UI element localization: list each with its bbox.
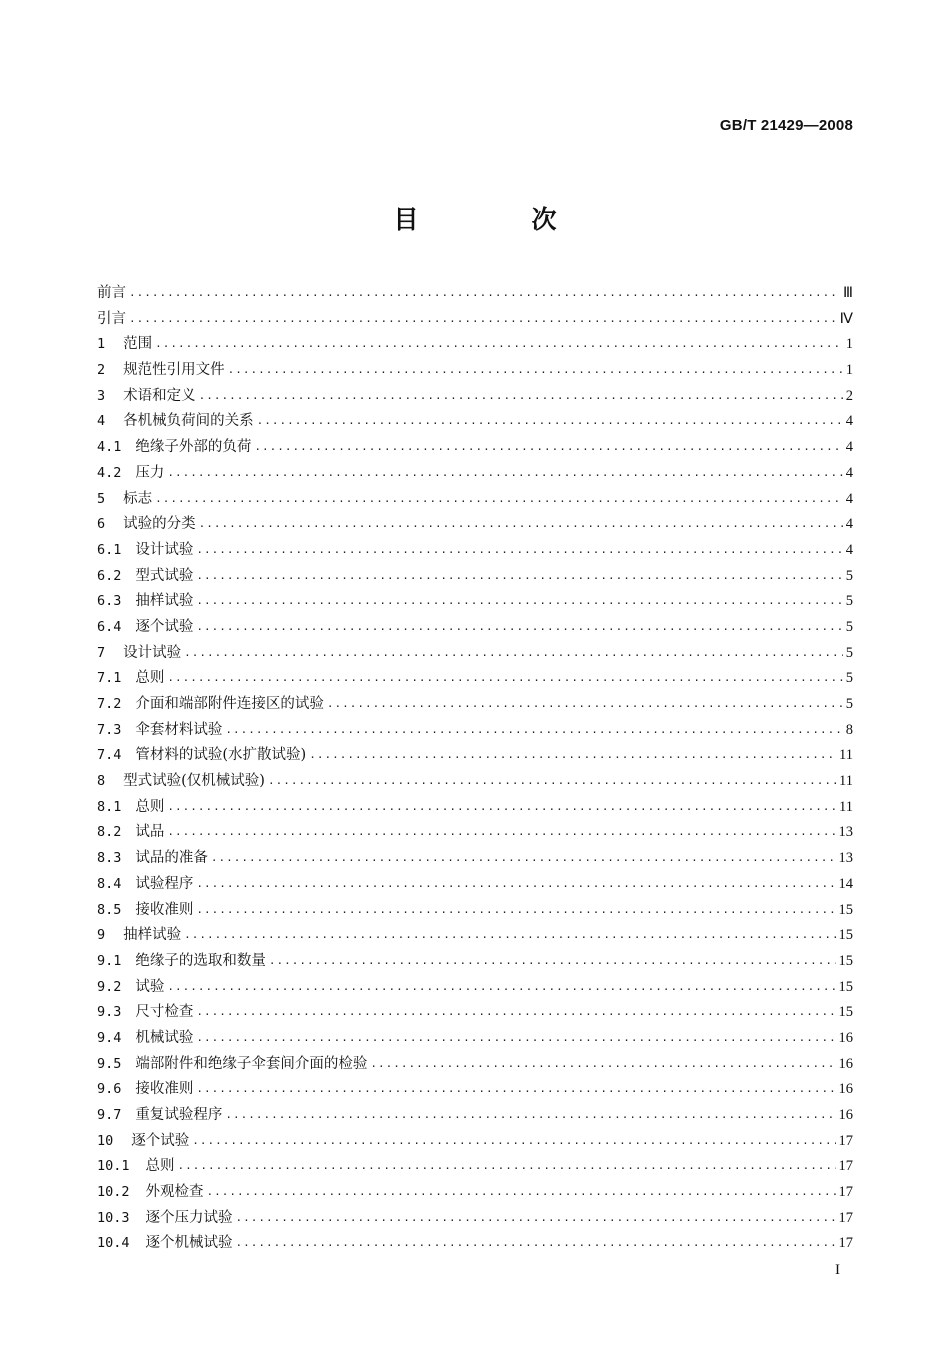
toc-entry[interactable] <box>97 538 853 564</box>
toc-entry-label: 逐个试验 <box>135 618 194 635</box>
toc-entry-label: 管材料的试验(水扩散试验) <box>135 747 307 764</box>
dot-leader <box>196 1082 835 1093</box>
toc-entry-number: 5 <box>97 490 106 507</box>
dot-leader <box>196 1005 835 1016</box>
toc-entry-page: 5 <box>845 567 853 584</box>
toc-entry-number: 7 <box>97 644 106 661</box>
dot-leader <box>167 466 842 477</box>
toc-entry-number: 7.2 <box>97 696 122 712</box>
dot-leader <box>196 877 835 888</box>
toc-entry-page: 4 <box>845 439 853 456</box>
toc-entry[interactable] <box>97 589 853 615</box>
toc-entry-number: 9.4 <box>97 1029 122 1046</box>
toc-entry-label: 绝缘子的选取和数量 <box>135 952 266 969</box>
toc-entry-label: 伞套材料试验 <box>135 721 223 738</box>
dot-leader <box>196 1031 835 1042</box>
toc-entry-number: 8.1 <box>97 798 122 815</box>
toc-entry-number: 9.5 <box>97 1055 122 1072</box>
toc-entry[interactable] <box>97 409 853 435</box>
toc-entry[interactable] <box>97 358 853 384</box>
toc-entry[interactable] <box>97 1231 853 1257</box>
toc-entry[interactable] <box>97 1103 853 1129</box>
toc-entry-label: 试品的准备 <box>135 850 208 867</box>
toc-entry-label: 机械试验 <box>135 1029 194 1046</box>
toc-entry-number: 9.3 <box>97 1004 122 1021</box>
toc-entry-number: 4.1 <box>97 439 122 456</box>
toc-entry[interactable] <box>97 1000 853 1026</box>
dot-leader <box>178 1159 836 1170</box>
toc-entry-label: 设计试验 <box>135 541 194 558</box>
toc-entry[interactable] <box>97 1052 853 1078</box>
dot-leader <box>199 517 843 528</box>
toc-entry-number: 1 <box>97 336 106 353</box>
toc-entry-page: 4 <box>845 413 853 430</box>
dot-leader <box>309 748 836 759</box>
toc-entry-label: 试验 <box>135 978 165 995</box>
dot-leader <box>196 543 842 554</box>
toc-entry[interactable] <box>97 795 853 821</box>
toc-entry-page: 15 <box>838 1004 853 1021</box>
toc-entry-label: 端部附件和绝缘子伞套间介面的检验 <box>135 1055 368 1072</box>
toc-entry[interactable] <box>97 512 853 538</box>
toc-entry-label: 前言 <box>97 285 126 301</box>
toc-entry-number: 8.4 <box>97 875 122 892</box>
toc-entry-page: 11 <box>839 773 853 790</box>
toc-entry-page: 17 <box>838 1158 853 1175</box>
toc-entry-label: 标志 <box>123 490 153 507</box>
toc-entry[interactable] <box>97 615 853 641</box>
toc-entry-page: Ⅳ <box>839 310 853 327</box>
toc-entry-label: 压力 <box>135 464 165 481</box>
toc-entry[interactable] <box>97 281 853 307</box>
toc-entry-label: 总则 <box>135 670 165 687</box>
dot-leader <box>184 646 843 657</box>
toc-entry-number: 8.2 <box>97 824 122 841</box>
toc-entry-number: 6.4 <box>97 618 122 635</box>
dot-leader <box>236 1236 836 1247</box>
toc-entry[interactable] <box>97 564 853 590</box>
toc-entry-label: 逐个压力试验 <box>145 1209 233 1226</box>
toc-entry-number: 4.2 <box>97 464 122 481</box>
toc-entry-page: 13 <box>838 850 853 867</box>
toc-entry[interactable] <box>97 1026 853 1052</box>
toc-entry-number: 8.5 <box>97 901 122 918</box>
toc-entry[interactable] <box>97 923 853 949</box>
dot-leader <box>129 312 837 323</box>
toc-entry-page: 1 <box>845 336 853 353</box>
dot-leader <box>196 594 842 605</box>
toc-entry-number: 7.3 <box>97 721 122 738</box>
toc-entry-page: 16 <box>838 1107 853 1123</box>
dot-leader <box>184 928 835 939</box>
toc-entry[interactable] <box>97 692 853 718</box>
toc-entry-label: 重复试验程序 <box>135 1107 223 1123</box>
toc-entry-label: 引言 <box>97 310 126 327</box>
toc-entry[interactable] <box>97 975 853 1001</box>
toc-entry-number: 7.1 <box>97 670 122 687</box>
toc-entry[interactable] <box>97 384 853 410</box>
toc-entry-page: 5 <box>845 618 853 635</box>
toc-entry-label: 试验程序 <box>135 875 194 892</box>
toc-entry-number: 8.3 <box>97 850 122 867</box>
dot-leader <box>167 800 836 811</box>
toc-entry-label: 抽样试验 <box>135 593 194 610</box>
dot-leader <box>211 851 836 862</box>
toc-entry-label: 设计试验 <box>123 644 182 661</box>
toc-entry-number: 6.2 <box>97 567 122 584</box>
toc-entry-page: 15 <box>838 901 853 918</box>
toc-entry-label: 抽样试验 <box>123 927 182 944</box>
toc-entry-page: 14 <box>838 875 853 892</box>
toc-entry-number: 8 <box>97 773 106 790</box>
toc-entry-label: 术语和定义 <box>123 387 196 404</box>
toc-entry[interactable] <box>97 1206 853 1232</box>
toc-entry-page: Ⅲ <box>843 285 853 301</box>
toc-entry-number: 4 <box>97 413 106 430</box>
toc-entry-label: 型式试验(仅机械试验) <box>123 773 265 790</box>
toc-entry[interactable] <box>97 435 853 461</box>
dot-leader <box>370 1057 835 1068</box>
toc-entry-number: 6.3 <box>97 593 122 610</box>
toc-entry[interactable] <box>97 898 853 924</box>
toc-entry[interactable] <box>97 846 853 872</box>
toc-entry-number: 3 <box>97 387 106 404</box>
toc-entry[interactable] <box>97 1154 853 1180</box>
toc-entry-page: 2 <box>845 387 853 404</box>
dot-leader <box>268 774 836 785</box>
toc-entry-page: 16 <box>838 1081 853 1098</box>
toc-entry-label: 尺寸检查 <box>135 1004 194 1021</box>
standard-code: GB/T 21429—2008 <box>719 117 853 134</box>
toc-entry-page: 4 <box>845 464 853 481</box>
toc-entry[interactable] <box>97 487 853 513</box>
toc-entry-page: 17 <box>838 1132 853 1149</box>
toc-entry[interactable] <box>97 743 853 769</box>
toc-entry-page: 5 <box>845 593 853 610</box>
toc-entry-page: 5 <box>845 696 853 712</box>
toc-entry[interactable] <box>97 666 853 692</box>
toc-entry-label: 范围 <box>123 336 153 353</box>
toc-entry-number: 9 <box>97 927 106 944</box>
toc-entry-number: 10.3 <box>97 1209 130 1226</box>
toc-entry-page: 5 <box>845 670 853 687</box>
toc-entry-number: 10.1 <box>97 1158 130 1175</box>
toc-entry-page: 1 <box>845 362 853 379</box>
toc-entry[interactable] <box>97 718 853 744</box>
toc-entry-page: 17 <box>838 1235 853 1252</box>
toc-entry[interactable] <box>97 1129 853 1155</box>
toc-entry-page: 17 <box>838 1209 853 1226</box>
dot-leader <box>225 723 842 734</box>
dot-leader <box>228 363 843 374</box>
dot-leader <box>192 1134 835 1145</box>
dot-leader <box>167 671 842 682</box>
toc-entry-label: 接收准则 <box>135 1081 194 1098</box>
toc-entry-page: 15 <box>838 978 853 995</box>
toc-entry-label: 规范性引用文件 <box>123 362 225 379</box>
dot-leader <box>225 1108 835 1119</box>
toc-entry-label: 型式试验 <box>135 567 194 584</box>
toc-entry[interactable] <box>97 307 853 333</box>
dot-leader <box>196 903 835 914</box>
dot-leader <box>196 620 842 631</box>
dot-leader <box>167 825 835 836</box>
toc-entry-page: 15 <box>838 927 853 944</box>
dot-leader <box>207 1185 836 1196</box>
toc-entry-number: 10 <box>97 1132 114 1149</box>
dot-leader <box>167 980 835 991</box>
toc-entry[interactable] <box>97 332 853 358</box>
toc-entry-label: 接收准则 <box>135 901 194 918</box>
toc-entry-number: 9.2 <box>97 978 122 995</box>
toc-entry-label: 总则 <box>145 1158 175 1175</box>
toc-entry-label: 各机械负荷间的关系 <box>123 413 254 430</box>
page-title: 目 次 <box>393 205 601 234</box>
toc-entry-number: 6.1 <box>97 541 122 558</box>
page-number: I <box>835 1262 840 1278</box>
dot-leader <box>269 954 836 965</box>
dot-leader <box>196 569 842 580</box>
toc-entry-page: 11 <box>839 798 853 815</box>
toc-entry[interactable] <box>97 949 853 975</box>
dot-leader <box>257 414 843 425</box>
toc-entry-label: 外观检查 <box>145 1184 204 1201</box>
toc-entry-page: 16 <box>838 1055 853 1072</box>
toc-entry-label: 逐个试验 <box>131 1132 190 1149</box>
toc-entry[interactable] <box>97 820 853 846</box>
toc-entry-page: 4 <box>845 490 853 507</box>
toc-entry[interactable] <box>97 769 853 795</box>
toc-entry[interactable] <box>97 872 853 898</box>
toc-entry[interactable] <box>97 641 853 667</box>
dot-leader <box>199 389 843 400</box>
dot-leader <box>155 492 843 503</box>
toc-entry-label: 逐个机械试验 <box>145 1235 233 1252</box>
toc-entry-number: 6 <box>97 516 106 533</box>
dot-leader <box>327 697 843 708</box>
toc-entry-page: 4 <box>845 516 853 533</box>
toc-entry-label: 总则 <box>135 798 165 815</box>
toc-entry-number: 10.2 <box>97 1184 130 1201</box>
toc-entry-page: 4 <box>845 541 853 558</box>
dot-leader <box>155 337 843 348</box>
toc-entry-page: 5 <box>845 644 853 661</box>
dot-leader <box>129 286 840 297</box>
toc-entry-number: 2 <box>97 362 106 379</box>
toc-entry-page: 15 <box>838 952 853 969</box>
toc-entry[interactable] <box>97 1077 853 1103</box>
toc-entry-number: 9.7 <box>97 1107 122 1123</box>
toc-entry-number: 10.4 <box>97 1235 130 1252</box>
toc-entry-label: 绝缘子外部的负荷 <box>135 439 252 456</box>
toc-entry[interactable] <box>97 461 853 487</box>
toc-entry-number: 7.4 <box>97 747 122 764</box>
dot-leader <box>254 440 842 451</box>
toc-entry-label: 试验的分类 <box>123 516 196 533</box>
toc-entry-number: 9.6 <box>97 1081 122 1098</box>
toc-entry-page: 16 <box>838 1029 853 1046</box>
toc-entry-page: 11 <box>839 747 853 764</box>
toc-entry-label: 介面和端部附件连接区的试验 <box>135 696 324 712</box>
toc-entry-page: 13 <box>838 824 853 841</box>
dot-leader <box>236 1211 836 1222</box>
table-of-contents <box>97 281 853 1257</box>
toc-entry-page: 17 <box>838 1184 853 1201</box>
toc-entry-page: 8 <box>845 721 853 738</box>
toc-entry[interactable] <box>97 1180 853 1206</box>
toc-entry-number: 9.1 <box>97 952 122 969</box>
toc-entry-label: 试品 <box>135 824 165 841</box>
